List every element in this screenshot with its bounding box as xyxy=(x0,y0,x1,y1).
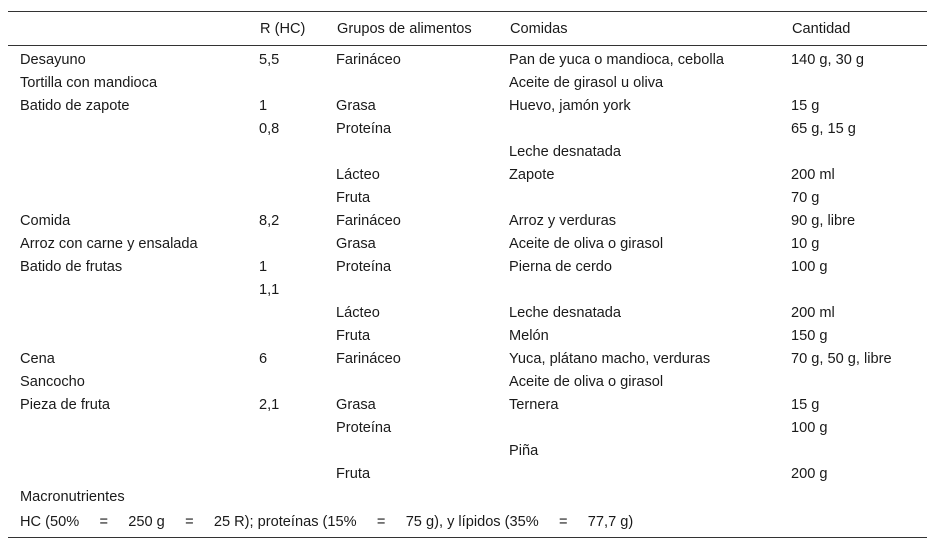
meal-cell xyxy=(8,439,259,462)
food-group-cell xyxy=(336,439,509,462)
meal-cell: Arroz con carne y ensalada xyxy=(20,235,198,252)
table-row xyxy=(8,140,927,163)
food-group-cell: Grasa xyxy=(336,235,376,252)
r-hc-cell xyxy=(259,232,336,255)
food-group-cell: Grasa xyxy=(336,396,376,413)
table-row xyxy=(8,347,927,370)
r-hc-cell xyxy=(259,370,336,393)
quantity-cell: 100 g xyxy=(791,419,828,436)
food-group-cell xyxy=(336,370,509,393)
meal-cell: Tortilla con mandioca xyxy=(20,74,158,91)
food-cell: Piña xyxy=(509,442,539,459)
food-cell: Leche desnatada xyxy=(509,143,621,160)
r-hc-cell xyxy=(259,140,336,163)
food-group-cell: Farináceo xyxy=(336,350,401,367)
r-hc-cell: 0,8 xyxy=(259,120,280,137)
food-group-cell: Grasa xyxy=(336,97,376,114)
meal-cell: Comida xyxy=(20,212,71,229)
quantity-cell xyxy=(791,439,927,462)
header-meals: Comidas xyxy=(509,12,791,46)
macronutrients-summary: HC (50% = 250 g = 25 R); proteínas (15% = 75 g), y lípidos (35% = 77,7 g) xyxy=(8,508,927,538)
r-hc-cell xyxy=(259,462,336,485)
r-hc-cell: 2,1 xyxy=(259,396,280,413)
meal-cell xyxy=(8,140,259,163)
quantity-cell: 70 g xyxy=(791,189,820,206)
food-cell: Pan de yuca o mandioca, cebolla xyxy=(509,51,724,68)
r-hc-cell xyxy=(259,163,336,186)
table-row xyxy=(8,324,927,347)
food-cell xyxy=(509,117,791,140)
table-header-row xyxy=(8,12,927,46)
food-cell: Melón xyxy=(509,327,549,344)
header-food-groups: Grupos de alimentos xyxy=(336,12,509,46)
r-hc-cell xyxy=(259,301,336,324)
header-quantity: Cantidad xyxy=(791,12,927,46)
table-row xyxy=(8,163,927,186)
quantity-cell: 10 g xyxy=(791,235,820,252)
meal-cell xyxy=(8,416,259,439)
header-r-hc: R (HC) xyxy=(259,12,336,46)
macronutrients-title: Macronutrientes xyxy=(20,488,125,505)
food-group-cell: Proteína xyxy=(336,258,392,275)
footer-title-row xyxy=(8,485,927,508)
food-cell: Aceite de oliva o girasol xyxy=(509,373,664,390)
table-row xyxy=(8,232,927,255)
meal-cell xyxy=(8,462,259,485)
food-group-cell: Lácteo xyxy=(336,304,380,321)
quantity-cell: 200 ml xyxy=(791,304,835,321)
food-cell: Huevo, jamón york xyxy=(509,97,631,114)
table-row xyxy=(8,209,927,232)
quantity-cell xyxy=(791,71,927,94)
meal-cell xyxy=(8,278,259,301)
quantity-cell: 200 ml xyxy=(791,166,835,183)
quantity-cell: 140 g, 30 g xyxy=(791,51,865,68)
food-cell: Leche desnatada xyxy=(509,304,621,321)
r-hc-cell: 6 xyxy=(259,350,268,367)
quantity-cell xyxy=(791,370,927,393)
quantity-cell: 150 g xyxy=(791,327,828,344)
food-cell xyxy=(509,462,791,485)
meal-cell: Batido de frutas xyxy=(20,258,123,275)
table-row xyxy=(8,416,927,439)
meal-cell xyxy=(8,301,259,324)
table-row xyxy=(8,439,927,462)
food-group-cell: Fruta xyxy=(336,465,371,482)
meal-cell xyxy=(8,186,259,209)
food-group-cell xyxy=(336,140,509,163)
food-group-cell: Farináceo xyxy=(336,212,401,229)
food-cell: Arroz y verduras xyxy=(509,212,617,229)
quantity-cell: 15 g xyxy=(791,396,820,413)
meal-cell xyxy=(8,324,259,347)
r-hc-cell xyxy=(259,186,336,209)
table-body xyxy=(8,46,927,486)
quantity-cell xyxy=(791,278,927,301)
meal-cell: Cena xyxy=(20,350,55,367)
quantity-cell xyxy=(791,140,927,163)
r-hc-cell xyxy=(259,71,336,94)
r-hc-cell: 1 xyxy=(259,97,268,114)
table-row xyxy=(8,94,927,117)
diet-table xyxy=(8,11,927,538)
diet-table-container xyxy=(8,11,927,538)
food-group-cell: Proteína xyxy=(336,419,392,436)
quantity-cell: 100 g xyxy=(791,258,828,275)
food-cell: Aceite de girasol u oliva xyxy=(509,74,664,91)
table-row xyxy=(8,186,927,209)
food-cell xyxy=(509,278,791,301)
r-hc-cell xyxy=(259,416,336,439)
table-row xyxy=(8,117,927,140)
table-row xyxy=(8,370,927,393)
r-hc-cell xyxy=(259,324,336,347)
food-group-cell: Fruta xyxy=(336,327,371,344)
table-row xyxy=(8,71,927,94)
food-cell xyxy=(509,416,791,439)
meal-cell: Sancocho xyxy=(20,373,85,390)
r-hc-cell: 5,5 xyxy=(259,51,280,68)
food-cell: Aceite de oliva o girasol xyxy=(509,235,664,252)
meal-cell xyxy=(8,117,259,140)
food-group-cell xyxy=(336,278,509,301)
meal-cell: Desayuno xyxy=(20,51,86,68)
food-group-cell: Lácteo xyxy=(336,166,380,183)
r-hc-cell: 1,1 xyxy=(259,281,280,298)
meal-cell: Pieza de fruta xyxy=(20,396,111,413)
meal-cell xyxy=(8,163,259,186)
footer-summary-row xyxy=(8,508,927,538)
table-row xyxy=(8,301,927,324)
header-meal xyxy=(8,12,259,46)
food-cell: Yuca, plátano macho, verduras xyxy=(509,350,711,367)
r-hc-cell xyxy=(259,439,336,462)
food-group-cell: Proteína xyxy=(336,120,392,137)
table-row xyxy=(8,278,927,301)
r-hc-cell: 8,2 xyxy=(259,212,280,229)
quantity-cell: 90 g, libre xyxy=(791,212,856,229)
quantity-cell: 15 g xyxy=(791,97,820,114)
food-cell: Pierna de cerdo xyxy=(509,258,613,275)
food-cell xyxy=(509,186,791,209)
food-group-cell: Fruta xyxy=(336,189,371,206)
table-row xyxy=(8,46,927,72)
table-row xyxy=(8,393,927,416)
food-group-cell xyxy=(336,71,509,94)
table-row xyxy=(8,255,927,278)
food-group-cell: Farináceo xyxy=(336,51,401,68)
table-row xyxy=(8,462,927,485)
food-cell: Zapote xyxy=(509,166,555,183)
food-cell: Ternera xyxy=(509,396,559,413)
quantity-cell: 70 g, 50 g, libre xyxy=(791,350,892,367)
quantity-cell: 65 g, 15 g xyxy=(791,120,856,137)
r-hc-cell: 1 xyxy=(259,258,268,275)
quantity-cell: 200 g xyxy=(791,465,828,482)
meal-cell: Batido de zapote xyxy=(20,97,130,114)
